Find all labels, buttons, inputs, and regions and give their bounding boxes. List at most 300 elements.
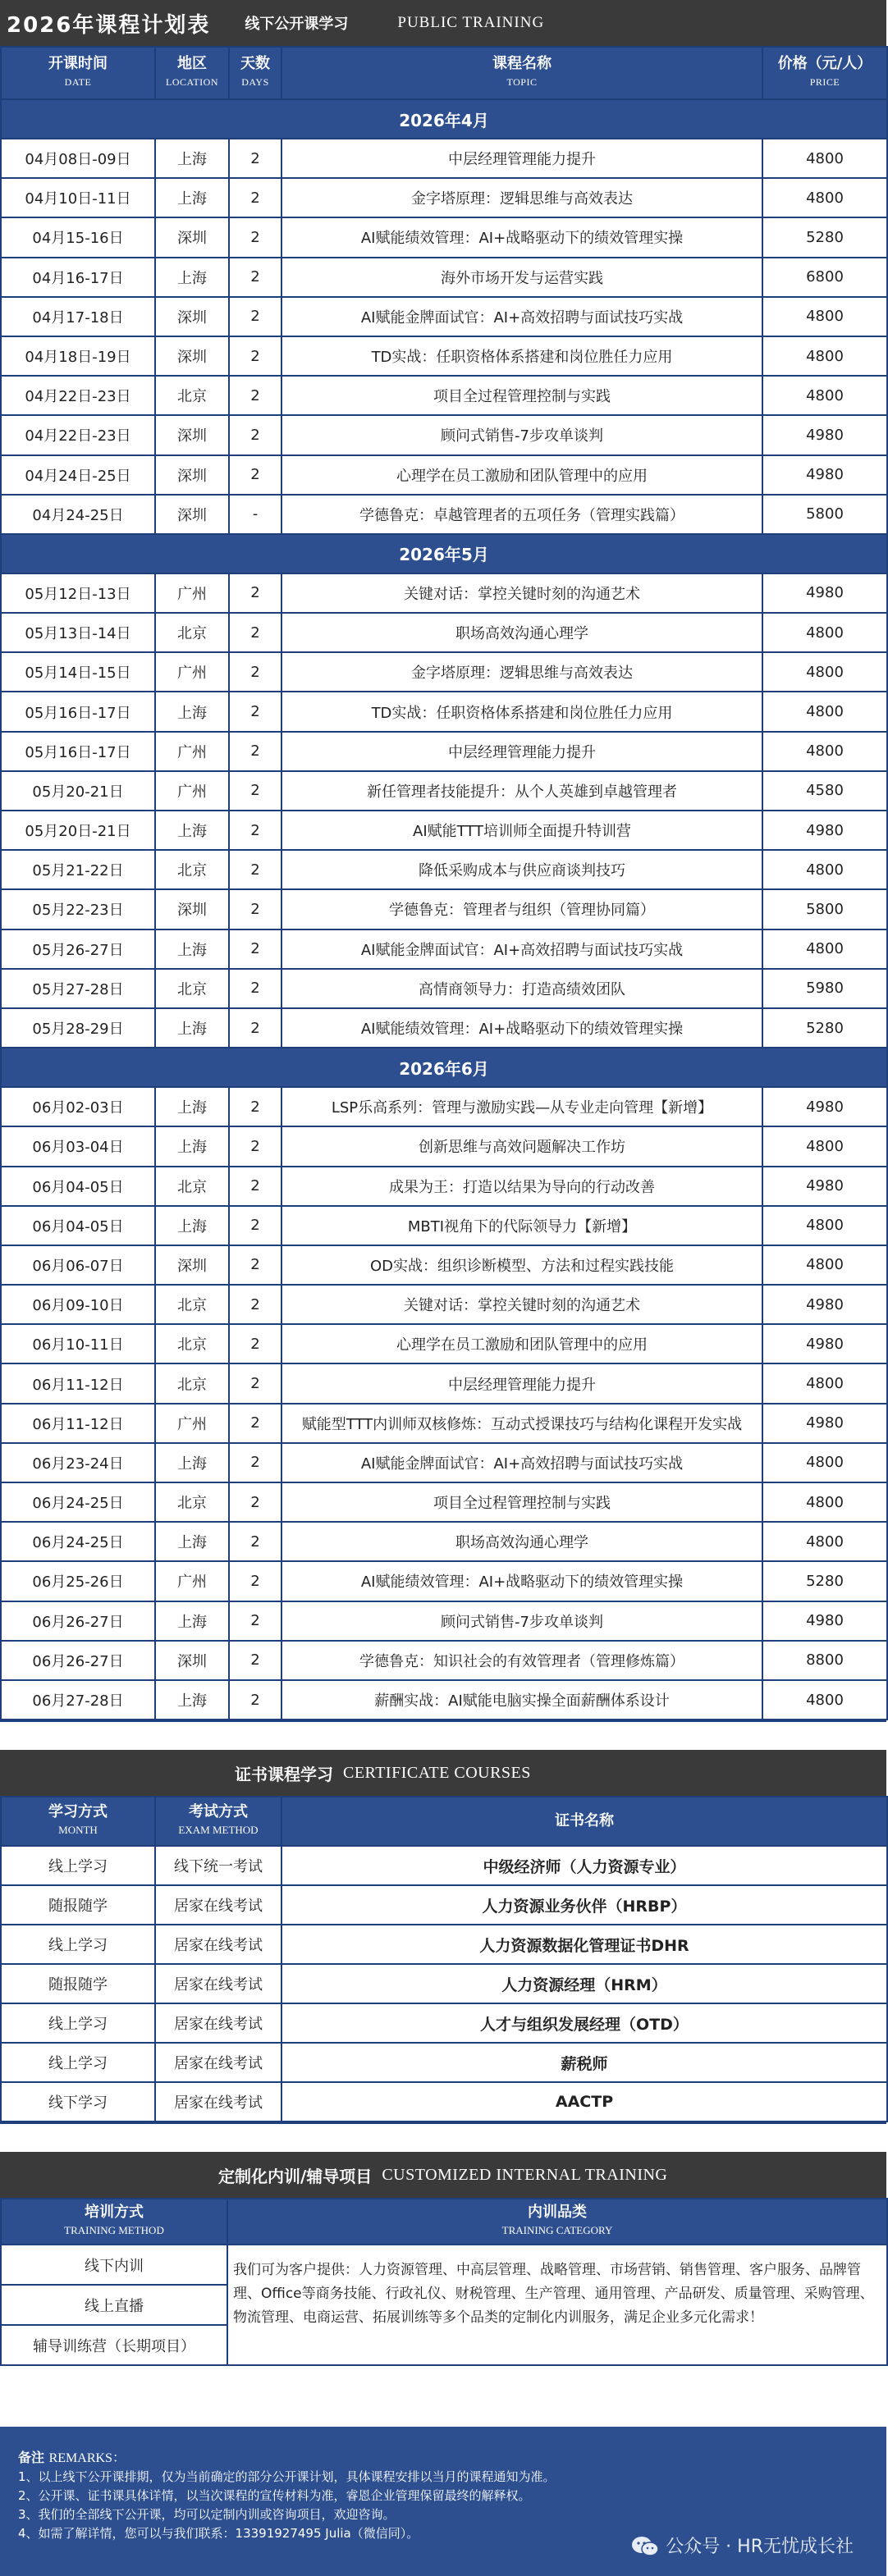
course-topic: 成果为王：打造以结果为导向的行动改善	[282, 1167, 762, 1206]
course-days: 2	[229, 1363, 282, 1403]
study-method: 线上学习	[1, 1925, 155, 1964]
section-spacer	[0, 2366, 886, 2427]
header-certificate-name: 证书名称	[282, 1797, 887, 1846]
course-row	[1, 652, 887, 692]
course-days: 2	[229, 850, 282, 889]
month-header-row	[1, 99, 887, 139]
course-row	[1, 732, 887, 771]
course-price: 4980	[762, 1087, 887, 1126]
course-date: 05月12日-13日	[1, 573, 155, 613]
course-location: 深圳	[155, 297, 229, 336]
course-location: 上海	[155, 1601, 229, 1641]
course-days: 2	[229, 1404, 282, 1443]
course-row	[1, 336, 887, 376]
course-location: 上海	[155, 811, 229, 850]
course-topic: 海外市场开发与运营实践	[282, 258, 762, 297]
course-days: 2	[229, 178, 282, 217]
course-topic: 关键对话：掌控关键时刻的沟通艺术	[282, 1285, 762, 1324]
course-topic: AI赋能TTT培训师全面提升特训营	[282, 811, 762, 850]
course-price: 4800	[762, 1245, 887, 1285]
course-row	[1, 1363, 887, 1403]
course-days: 2	[229, 1245, 282, 1285]
course-location: 北京	[155, 1167, 229, 1206]
course-days: 2	[229, 1324, 282, 1363]
course-row	[1, 139, 887, 178]
course-price: 4800	[762, 336, 887, 376]
course-location: 上海	[155, 1087, 229, 1126]
course-location: 上海	[155, 1206, 229, 1245]
course-location: 上海	[155, 929, 229, 969]
course-row	[1, 1206, 887, 1245]
course-price: 4980	[762, 1167, 887, 1206]
training-category-description: 我们可为客户提供：人力资源管理、中高层管理、战略管理、市场营销、销售管理、客户服务、品牌管理、Office等商务技能、行政礼仪、财税管理、生产管理、通用管理、产品研发、质量管理、采购管理、物流管理、电商运营、拓展训练等多个品类的定制化内训服务，满足企业多元化需求！	[227, 2245, 887, 2365]
course-location: 广州	[155, 1404, 229, 1443]
section-spacer	[0, 2122, 886, 2152]
certificate-section-title: 证书课程学习 CERTIFICATE COURSES	[0, 1750, 886, 1796]
course-days: 2	[229, 652, 282, 692]
certificate-row	[1, 2003, 887, 2043]
page-title: 2026年课程计划表	[7, 12, 211, 38]
course-location: 广州	[155, 1561, 229, 1601]
course-days: 2	[229, 811, 282, 850]
course-date: 06月09-10日	[1, 1285, 155, 1324]
course-row	[1, 850, 887, 889]
course-days: 2	[229, 573, 282, 613]
course-location: 深圳	[155, 415, 229, 454]
course-date: 06月11-12日	[1, 1404, 155, 1443]
course-row	[1, 1522, 887, 1561]
course-topic: 学德鲁克：知识社会的有效管理者（管理修炼篇）	[282, 1641, 762, 1680]
month-header-row	[1, 1048, 887, 1087]
course-date: 04月17-18日	[1, 297, 155, 336]
course-location: 上海	[155, 1126, 229, 1166]
course-date: 05月14日-15日	[1, 652, 155, 692]
remarks-title: 备注 REMARKS：	[18, 2450, 126, 2466]
certificate-row	[1, 1846, 887, 1885]
course-topic: 职场高效沟通心理学	[282, 613, 762, 652]
course-topic: LSP乐高系列：管理与激励实践—从专业走向管理【新增】	[282, 1087, 762, 1126]
header-days: 天数 DAYS	[229, 47, 282, 99]
certificate-name: 人力资源业务伙伴（HRBP）	[282, 1885, 887, 1925]
certificate-row	[1, 2043, 887, 2082]
course-location: 上海	[155, 1443, 229, 1482]
course-price: 4980	[762, 1324, 887, 1363]
course-days: 2	[229, 376, 282, 415]
course-date: 06月26-27日	[1, 1641, 155, 1680]
course-row	[1, 297, 887, 336]
course-topic: AI赋能金牌面试官：AI+高效招聘与面试技巧实战	[282, 297, 762, 336]
header-location: 地区 LOCATION	[155, 47, 229, 99]
remark-item: 2、公开课、证书课具体详情，以当次课程的宣传材料为准，睿恩企业管理保留最终的解释权。	[18, 2488, 531, 2504]
course-date: 05月16日-17日	[1, 692, 155, 731]
certificate-body	[1, 1846, 887, 2122]
section-spacer	[0, 1720, 886, 1750]
course-date: 06月23-24日	[1, 1443, 155, 1482]
month-header-row	[1, 534, 887, 573]
section-subtitle-en: PUBLIC TRAINING	[397, 14, 545, 31]
course-price: 4800	[762, 376, 887, 415]
course-date: 05月21-22日	[1, 850, 155, 889]
certificate-row	[1, 1925, 887, 1964]
course-days: 2	[229, 297, 282, 336]
exam-method: 居家在线考试	[155, 2082, 282, 2122]
wechat-icon	[631, 2535, 659, 2558]
course-location: 深圳	[155, 336, 229, 376]
course-date: 06月11-12日	[1, 1363, 155, 1403]
exam-method: 居家在线考试	[155, 1925, 282, 1964]
course-date: 06月03-04日	[1, 1126, 155, 1166]
course-date: 05月20日-21日	[1, 811, 155, 850]
course-price: 4980	[762, 1404, 887, 1443]
certificate-header-row	[1, 1797, 887, 1846]
course-days: 2	[229, 1522, 282, 1561]
course-topic: 学德鲁克：管理者与组织（管理协同篇）	[282, 889, 762, 929]
course-row	[1, 258, 887, 297]
course-days: 2	[229, 258, 282, 297]
exam-method: 线下统一考试	[155, 1846, 282, 1885]
course-location: 深圳	[155, 217, 229, 257]
course-location: 上海	[155, 139, 229, 178]
course-price: 4800	[762, 929, 887, 969]
course-location: 北京	[155, 1324, 229, 1363]
exam-method: 居家在线考试	[155, 1885, 282, 1925]
course-topic: 中层经理管理能力提升	[282, 732, 762, 771]
course-topic: 金字塔原理：逻辑思维与高效表达	[282, 652, 762, 692]
certificate-name: AACTP	[282, 2082, 887, 2122]
course-price: 5800	[762, 495, 887, 534]
course-days: 2	[229, 1443, 282, 1482]
course-row	[1, 1324, 887, 1363]
course-topic: 项目全过程管理控制与实践	[282, 376, 762, 415]
course-row	[1, 1680, 887, 1720]
course-location: 深圳	[155, 1641, 229, 1680]
course-location: 北京	[155, 613, 229, 652]
course-days: 2	[229, 217, 282, 257]
course-date: 06月04-05日	[1, 1167, 155, 1206]
certificate-table	[0, 1796, 888, 2122]
course-days: 2	[229, 929, 282, 969]
course-days: 2	[229, 415, 282, 454]
course-price: 5280	[762, 217, 887, 257]
course-row	[1, 811, 887, 850]
course-days: 2	[229, 1126, 282, 1166]
course-price: 4980	[762, 1285, 887, 1324]
customized-table	[0, 2198, 888, 2366]
customized-header-row	[1, 2199, 887, 2245]
course-date: 06月26-27日	[1, 1601, 155, 1641]
course-price: 4800	[762, 139, 887, 178]
study-method: 随报随学	[1, 1964, 155, 2003]
course-days: 2	[229, 1167, 282, 1206]
course-price: 4980	[762, 415, 887, 454]
course-row	[1, 1641, 887, 1680]
remark-item: 3、我们的全部线下公开课，均可以定制内训或咨询项目，欢迎咨询。	[18, 2507, 396, 2523]
course-row	[1, 1008, 887, 1048]
course-days: 2	[229, 1601, 282, 1641]
header-topic: 课程名称 TOPIC	[282, 47, 762, 99]
header-study-method: 学习方式 MONTH	[1, 1797, 155, 1846]
course-row	[1, 1126, 887, 1166]
certificate-name: 人力资源经理（HRM）	[282, 1964, 887, 2003]
course-row	[1, 1087, 887, 1126]
course-date: 04月16-17日	[1, 258, 155, 297]
course-row	[1, 889, 887, 929]
certificate-row	[1, 1885, 887, 1925]
top-banner	[0, 0, 886, 46]
exam-method: 居家在线考试	[155, 1964, 282, 2003]
study-method: 线下学习	[1, 2082, 155, 2122]
course-row	[1, 1285, 887, 1324]
course-topic: TD实战：任职资格体系搭建和岗位胜任力应用	[282, 336, 762, 376]
course-days: -	[229, 495, 282, 534]
certificate-row	[1, 2082, 887, 2122]
certificate-name: 中级经济师（人力资源专业）	[282, 1846, 887, 1885]
course-date: 04月10日-11日	[1, 178, 155, 217]
header-training-method: 培训方式 TRAINING METHOD	[1, 2199, 227, 2245]
month-label: 2026年4月	[1, 99, 887, 139]
course-topic: AI赋能金牌面试官：AI+高效招聘与面试技巧实战	[282, 929, 762, 969]
course-days: 2	[229, 1285, 282, 1324]
course-row	[1, 929, 887, 969]
header-date: 开课时间 DATE	[1, 47, 155, 99]
course-price: 4580	[762, 771, 887, 811]
course-topic: MBTI视角下的代际领导力【新增】	[282, 1206, 762, 1245]
course-location: 北京	[155, 969, 229, 1008]
course-days: 2	[229, 692, 282, 731]
course-topic: 中层经理管理能力提升	[282, 139, 762, 178]
course-date: 06月25-26日	[1, 1561, 155, 1601]
course-location: 北京	[155, 1363, 229, 1403]
course-topic: AI赋能金牌面试官：AI+高效招聘与面试技巧实战	[282, 1443, 762, 1482]
course-location: 广州	[155, 732, 229, 771]
course-row	[1, 178, 887, 217]
header-training-category: 内训品类 TRAINING CATEGORY	[227, 2199, 887, 2245]
course-row	[1, 1443, 887, 1482]
course-price: 4800	[762, 1680, 887, 1720]
course-topic: AI赋能绩效管理：AI+战略驱动下的绩效管理实操	[282, 1561, 762, 1601]
course-location: 广州	[155, 652, 229, 692]
course-topic: 职场高效沟通心理学	[282, 1522, 762, 1561]
course-topic: 中层经理管理能力提升	[282, 1363, 762, 1403]
course-date: 06月24-25日	[1, 1522, 155, 1561]
month-label: 2026年6月	[1, 1048, 887, 1087]
course-date: 04月24-25日	[1, 495, 155, 534]
study-method: 线上学习	[1, 2003, 155, 2043]
course-location: 深圳	[155, 455, 229, 495]
remarks-panel	[0, 2427, 886, 2576]
customized-row	[1, 2245, 887, 2285]
course-days: 2	[229, 1087, 282, 1126]
course-date: 04月18日-19日	[1, 336, 155, 376]
course-days: 2	[229, 336, 282, 376]
course-topic: AI赋能绩效管理：AI+战略驱动下的绩效管理实操	[282, 217, 762, 257]
course-row	[1, 1404, 887, 1443]
course-location: 北京	[155, 1285, 229, 1324]
schedule-body	[1, 99, 887, 1720]
course-topic: 金字塔原理：逻辑思维与高效表达	[282, 178, 762, 217]
course-row	[1, 1601, 887, 1641]
training-method-cell: 线上直播	[1, 2285, 227, 2325]
course-date: 06月02-03日	[1, 1087, 155, 1126]
watermark	[631, 2535, 854, 2558]
course-price: 4800	[762, 178, 887, 217]
header-exam-method: 考试方式 EXAM METHOD	[155, 1797, 282, 1846]
course-row	[1, 692, 887, 731]
course-location: 上海	[155, 258, 229, 297]
course-date: 04月08日-09日	[1, 139, 155, 178]
course-days: 2	[229, 1641, 282, 1680]
course-location: 深圳	[155, 889, 229, 929]
course-price: 5980	[762, 969, 887, 1008]
course-row	[1, 1167, 887, 1206]
course-date: 04月22日-23日	[1, 376, 155, 415]
course-topic: 创新思维与高效问题解决工作坊	[282, 1126, 762, 1166]
section-subtitle-cn: 线下公开课学习	[245, 16, 349, 33]
course-price: 4800	[762, 732, 887, 771]
course-price: 4800	[762, 613, 887, 652]
course-topic: 心理学在员工激励和团队管理中的应用	[282, 1324, 762, 1363]
course-price: 5280	[762, 1008, 887, 1048]
course-location: 广州	[155, 771, 229, 811]
course-date: 05月28-29日	[1, 1008, 155, 1048]
course-location: 上海	[155, 1522, 229, 1561]
course-topic: 降低采购成本与供应商谈判技巧	[282, 850, 762, 889]
month-label: 2026年5月	[1, 534, 887, 573]
course-location: 深圳	[155, 1245, 229, 1285]
course-price: 4800	[762, 1482, 887, 1522]
schedule-header-row	[1, 47, 887, 99]
course-topic: TD实战：任职资格体系搭建和岗位胜任力应用	[282, 692, 762, 731]
exam-method: 居家在线考试	[155, 2043, 282, 2082]
course-date: 06月06-07日	[1, 1245, 155, 1285]
course-row	[1, 455, 887, 495]
course-row	[1, 969, 887, 1008]
course-topic: 项目全过程管理控制与实践	[282, 1482, 762, 1522]
customized-section-title: 定制化内训/辅导项目 CUSTOMIZED INTERNAL TRAINING	[0, 2152, 886, 2198]
course-row	[1, 376, 887, 415]
course-date: 05月13日-14日	[1, 613, 155, 652]
course-days: 2	[229, 613, 282, 652]
course-date: 06月10-11日	[1, 1324, 155, 1363]
remark-item: 4、如需了解详情，您可以与我们联系：13391927495 Julia（微信同）。	[18, 2526, 419, 2542]
course-topic: 学德鲁克：卓越管理者的五项任务（管理实践篇）	[282, 495, 762, 534]
study-method: 随报随学	[1, 1885, 155, 1925]
course-price: 4980	[762, 1601, 887, 1641]
header-price: 价格（元/人） PRICE	[762, 47, 887, 99]
course-days: 2	[229, 1482, 282, 1522]
course-date: 05月22-23日	[1, 889, 155, 929]
course-row	[1, 1561, 887, 1601]
course-date: 05月26-27日	[1, 929, 155, 969]
course-row	[1, 415, 887, 454]
course-days: 2	[229, 455, 282, 495]
course-location: 上海	[155, 1008, 229, 1048]
watermark-text: 公众号 · HR无忧成长社	[666, 2536, 854, 2557]
course-price: 4800	[762, 297, 887, 336]
course-price: 4800	[762, 692, 887, 731]
course-location: 北京	[155, 850, 229, 889]
course-row	[1, 613, 887, 652]
course-days: 2	[229, 889, 282, 929]
training-method-cell: 辅导训练营（长期项目）	[1, 2325, 227, 2365]
course-location: 深圳	[155, 495, 229, 534]
course-price: 4800	[762, 652, 887, 692]
course-row	[1, 1245, 887, 1285]
course-topic: 顾问式销售-7步攻单谈判	[282, 1601, 762, 1641]
course-date: 04月22日-23日	[1, 415, 155, 454]
course-topic: AI赋能绩效管理：AI+战略驱动下的绩效管理实操	[282, 1008, 762, 1048]
course-row	[1, 217, 887, 257]
course-row	[1, 771, 887, 811]
course-days: 2	[229, 1206, 282, 1245]
course-date: 06月27-28日	[1, 1680, 155, 1720]
training-method-cell: 线下内训	[1, 2245, 227, 2285]
course-price: 4800	[762, 1522, 887, 1561]
course-date: 04月15-16日	[1, 217, 155, 257]
course-date: 06月24-25日	[1, 1482, 155, 1522]
course-topic: 顾问式销售-7步攻单谈判	[282, 415, 762, 454]
course-location: 北京	[155, 1482, 229, 1522]
course-price: 4800	[762, 1363, 887, 1403]
study-method: 线上学习	[1, 2043, 155, 2082]
course-days: 2	[229, 1008, 282, 1048]
course-days: 2	[229, 1561, 282, 1601]
schedule-table	[0, 46, 888, 1720]
course-price: 8800	[762, 1641, 887, 1680]
course-date: 05月16日-17日	[1, 732, 155, 771]
course-date: 05月27-28日	[1, 969, 155, 1008]
course-date: 04月24日-25日	[1, 455, 155, 495]
course-row	[1, 495, 887, 534]
certificate-name: 人才与组织发展经理（OTD）	[282, 2003, 887, 2043]
certificate-name: 薪税师	[282, 2043, 887, 2082]
course-date: 05月20-21日	[1, 771, 155, 811]
course-topic: 心理学在员工激励和团队管理中的应用	[282, 455, 762, 495]
course-topic: 新任管理者技能提升：从个人英雄到卓越管理者	[282, 771, 762, 811]
course-days: 2	[229, 969, 282, 1008]
course-row	[1, 573, 887, 613]
course-days: 2	[229, 1680, 282, 1720]
course-price: 5800	[762, 889, 887, 929]
course-price: 4800	[762, 1443, 887, 1482]
course-days: 2	[229, 771, 282, 811]
course-date: 06月04-05日	[1, 1206, 155, 1245]
course-days: 2	[229, 732, 282, 771]
course-location: 上海	[155, 1680, 229, 1720]
course-topic: 关键对话：掌控关键时刻的沟通艺术	[282, 573, 762, 613]
course-row	[1, 1482, 887, 1522]
course-days: 2	[229, 139, 282, 178]
course-price: 4800	[762, 850, 887, 889]
exam-method: 居家在线考试	[155, 2003, 282, 2043]
course-price: 4980	[762, 573, 887, 613]
certificate-name: 人力资源数据化管理证书DHR	[282, 1925, 887, 1964]
course-location: 上海	[155, 178, 229, 217]
course-price: 4980	[762, 455, 887, 495]
course-topic: 薪酬实战：AI赋能电脑实操全面薪酬体系设计	[282, 1680, 762, 1720]
course-topic: 高情商领导力：打造高绩效团队	[282, 969, 762, 1008]
course-topic: OD实战：组织诊断模型、方法和过程实践技能	[282, 1245, 762, 1285]
certificate-row	[1, 1964, 887, 2003]
course-price: 4800	[762, 1126, 887, 1166]
course-price: 4800	[762, 1206, 887, 1245]
study-method: 线上学习	[1, 1846, 155, 1885]
course-price: 6800	[762, 258, 887, 297]
course-price: 4980	[762, 811, 887, 850]
course-location: 北京	[155, 376, 229, 415]
remark-item: 1、以上线下公开课排期，仅为当前确定的部分公开课计划，具体课程安排以当月的课程通知为准。	[18, 2469, 556, 2485]
course-location: 上海	[155, 692, 229, 731]
